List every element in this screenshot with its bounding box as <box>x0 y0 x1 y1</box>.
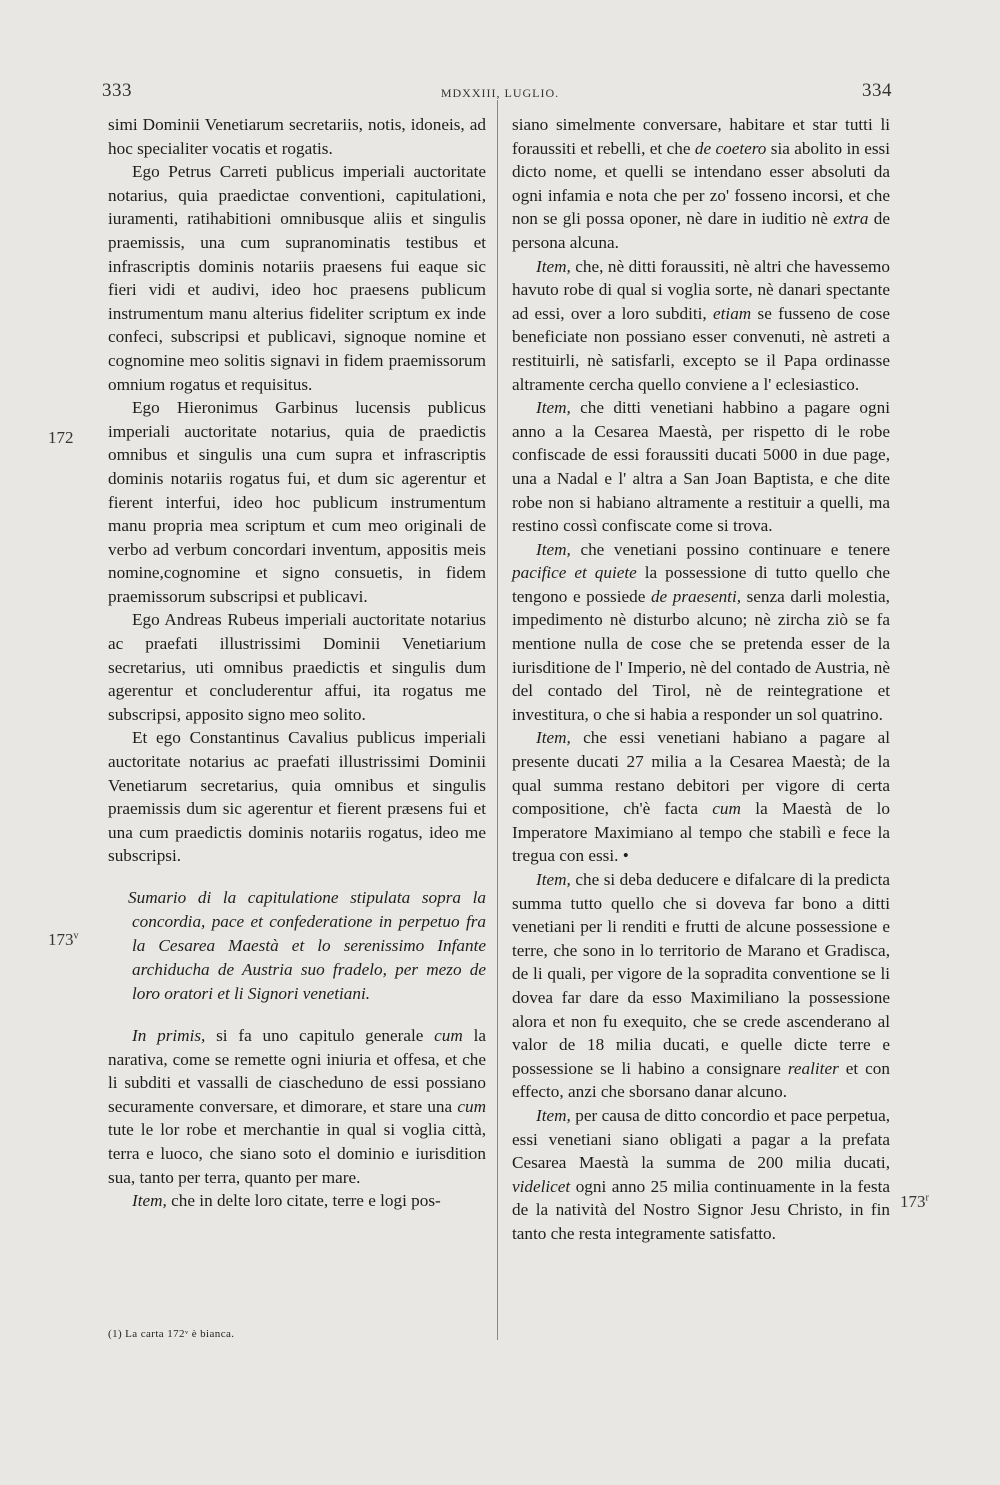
paragraph: Et ego Constantinus Cavalius publicus imperiali auctoritate notarius ac praefati illustrissimi Dominii Venetiarum secretarius, quia omnibus et singulis praemissis dum sic agerentur et fierent præsens fui et una cum praedictis dominis notariis rogatus, ideo me subscripsi. <box>108 728 486 866</box>
paragraph: Item, che si deba deducere e difalcare di la predicta summa tutto quello che si doveva far bono a ditti venetiani per li renditi e frutti de alcune possessione e terre, che sono in lo territorio de Marano et Gradisca, de li quali, per vigore de la sopradita conventione se li dovea far dare da esso Maximiliano la possessione alora et non fu exequito, che se crede ascenderano al valor de 18 milia ducati, e quelle dicte terre e possessione se li habino a consignare realiter et con effecto, anzi che sborsano danar alcuno. <box>512 870 890 1102</box>
paragraph: simi Dominii Venetiarum secretariis, notis, idoneis, ad hoc specialiter vocatis et rogatis. <box>108 115 486 158</box>
paragraph: Item, che ditti venetiani habbino a pagare ogni anno a la Cesarea Maestà, per rispetto di le robe confiscade de essi foraussiti ducati 5000 in due page, una a Nadal e l' altra a San Joan Baptista, e che dite robe non si habiano altramente a restituir a quelli, ma restino cossì confiscate come si trova. <box>512 398 890 536</box>
summary-heading: Sumario di la capitulatione stipulata sopra la concordia, pace et confederatione in perpetuo fra la Cesarea Maestà et lo serenissimo Infante archiducha de Austria suo fradelo, per mezo de loro oratori et li Signori venetiani. <box>128 888 486 1003</box>
paragraph: Item, che essi venetiani habiano a pagare al presente ducati 27 milia a la Cesarea Maestà; de la qual summa restano debitori per vigore di certa compositione, ch'è facta cum la Maestà de lo Imperatore Maximiano al tempo che stabilì e fece la tregua con essi. • <box>512 728 890 866</box>
running-title: MDXXIII, LUGLIO. <box>440 86 560 100</box>
paragraph: Item, che venetiani possino continuare e tenere pacifice et quiete la possessione di tutto quello che tengono e possiede de praesenti, senza darli molestia, impedimento nè disturbo alcuno; nè zircha ziò se fa mentione nulla de cose che se pretenda esser de la iurisditione de l' Imperio, nè del contado de Austria, nè del contado del Tirol, nè de reintegratione et investitura, o che si habia a responder un sol quatrino. <box>512 539 890 724</box>
page-number-left: 333 <box>102 80 132 101</box>
left-column <box>108 113 486 1213</box>
paragraph: siano simelmente conversare, habitare et star tutti li foraussiti et rebelli, et che de coetero sia abolito in essi dicto nome, et quelli se intendano esser absoluti da ogni infamia e nota che per zo' fosseno incorsi, et che non se gli possa oponer, nè dare in iuditio nè extra de persona alcuna. <box>512 115 890 252</box>
paragraph: Item, che in delte loro citate, terre e logi pos- <box>132 1191 441 1211</box>
footnote: (1) La carta 172ᵛ è bianca. <box>108 1328 235 1340</box>
paragraph: In primis, si fa uno capitulo generale cum la narativa, come se remette ogni iniuria et offesa, et che li subditi et vassalli de ciascheduno de essi possiano securamente conversare, et dimorare, et stare una cum tute le lor robe et merchantie in qual si voglia città, terra e luoco, che siano soto el dominio e iurisdition sua, tanto per terra, quanto per mare. <box>108 1026 486 1187</box>
paragraph: Ego Petrus Carreti publicus imperiali auctoritate notarius, quia praedictae conventioni, capitulationi, iuramenti, ratihabitioni omnibusque aliis et singulis praemissis, una cum supranominatis testibus et infrascriptis dominis notariis praesens fui eaque sic fieri vidi et audivi, ideo hoc praesens publicum instrumentum manu alterius fideliter scriptum ex inde confeci, subscripsi et publicavi, signoque nomine et cognomine meo solitis signavi in fidem praemissorum omnium rogatus et requisitus. <box>108 162 486 394</box>
paragraph: Item, che, nè ditti foraussiti, nè altri che havessemo havuto robe di qual si voglia sorte, nè danari spectante ad essi, over a loro subditi, etiam se fusseno de cose beneficiate non possiano esser convenuti, nè astreti a restituirli, nè satisfarli, excepto se il Papa ordinasse altramente cercha quello conviene a l' eclesiastico. <box>512 256 890 394</box>
right-column <box>512 113 890 1246</box>
paragraph: Ego Hieronimus Garbinus lucensis publicus imperiali auctoritate notarius, quia de praedictis omnibus et singulis una cum supra et infrascriptis dominis notariis rogatus fui, et dum sic agerentur et fierent interfui, ideo hoc publicum instrumentum manu propria mea scriptum et cum meo originali de verbo ad verbum concordari inventum, appositis meis nomine,cognomine et signo consuetis, in fidem praemissorum subscripsi et publicavi. <box>108 398 486 606</box>
page-number-right: 334 <box>862 80 892 101</box>
paragraph: Ego Andreas Rubeus imperiali auctoritate notarius ac praefati illustrissimi Dominii Venetiarium secretarius, uti omnibus praedictis et singulis dum agerentur et concluderentur affui, ita rogatus me subscripsi, apposito signo meo solito. <box>108 610 486 724</box>
column-divider <box>497 100 498 1340</box>
margin-note-172: 172 <box>48 428 74 447</box>
margin-note-173r: 173$^r$ <box>900 1192 929 1211</box>
paragraph: Item, per causa de ditto concordio et pace perpetua, essi venetiani siano obligati a pagar a la prefata Cesarea Maestà la summa de 200 milia ducati, videlicet ogni anno 25 milia continuamente in la festa de la natività del Nostro Signor Jesu Christo, in fin tanto che resta integramente satisfatto. <box>512 1105 890 1243</box>
margin-note-173v: 173$^v$ <box>48 930 79 949</box>
